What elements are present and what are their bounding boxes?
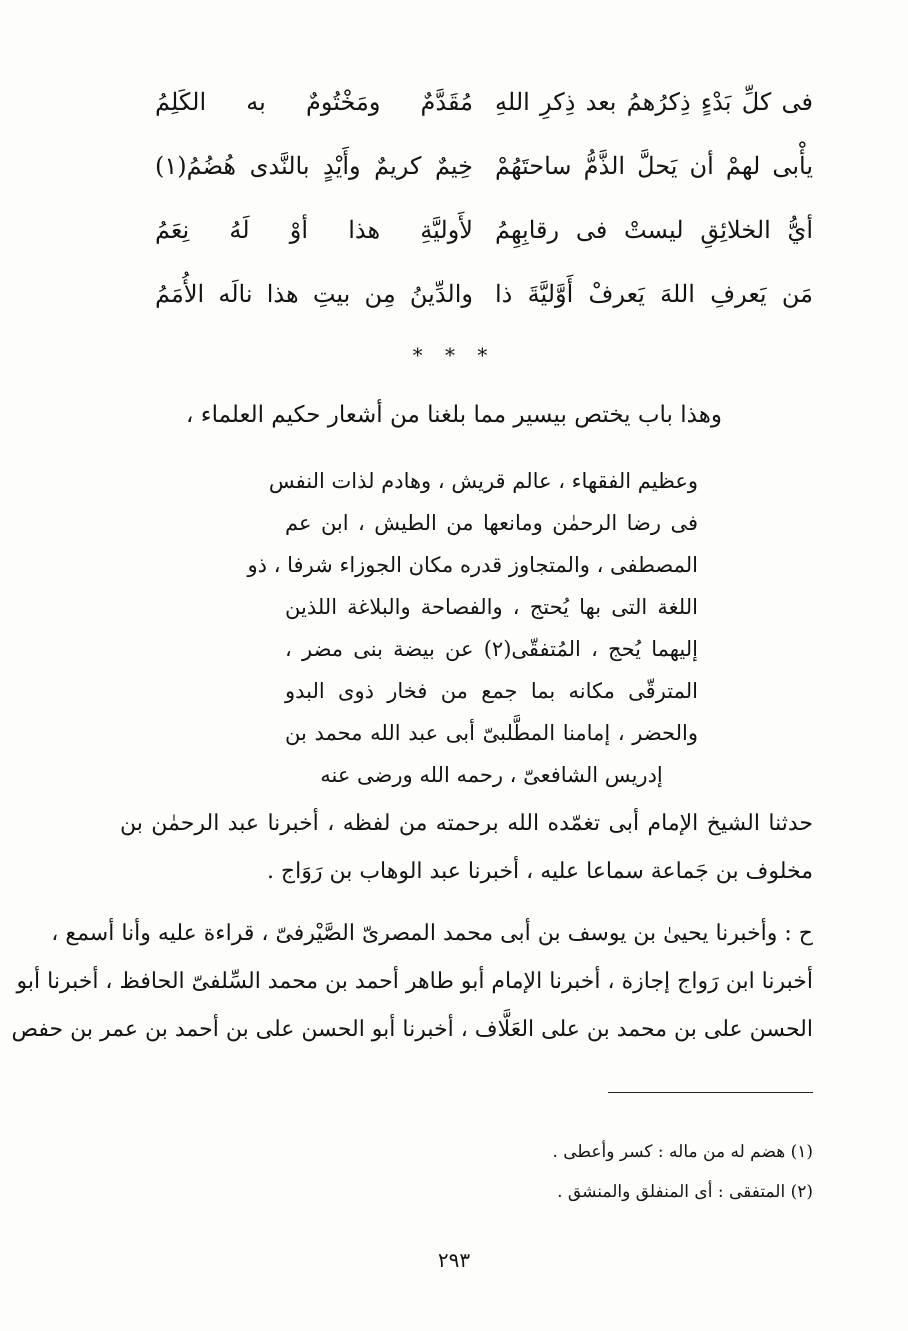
verse-row xyxy=(155,262,813,326)
verse-first-hemistich: فى كلِّ بَدْءٍ ذِكرُهمُ بعد ذِكرِ اللهِ xyxy=(495,88,813,116)
verse-row xyxy=(155,70,813,134)
intro-line: وعظيم الفقهاء ، عالم قريش ، وهادم لذات النفس xyxy=(268,469,698,493)
verse-first-hemistich: مَن يَعرفِ اللهَ يَعرفْ أَوَّليَّةَ ذا xyxy=(495,280,813,308)
footnote: (١) هضم له من ماله : كسر وأعطى . xyxy=(552,1142,813,1162)
intro-line: فى رضا الرحمٰن ومانعها من الطيش ، ابن عم xyxy=(285,511,698,535)
intro-line: المصطفى ، والمتجاوز قدره مكان الجوزاء شرفا ، ذو xyxy=(247,553,698,577)
intro-line: اللغة التى بها يُحتج ، والفصاحة والبلاغة اللذين xyxy=(285,595,698,619)
footnote-divider xyxy=(608,1092,813,1093)
section-separator: * * * xyxy=(412,343,496,367)
intro-line: والحضر ، إمامنا المطَّلبىّ أبى عبد الله محمد بن xyxy=(285,721,698,745)
paragraph-2 xyxy=(11,910,813,1054)
verse-second-hemistich: لأَوليَّةِ هذا أوْ لَهُ نِعَمُ xyxy=(155,216,473,244)
verse-second-hemistich: مُقَدَّمٌ ومَخْتُومٌ به الكَلِمُ xyxy=(155,88,473,116)
intro-line: إليهما يُحج ، المُتفقّى(٢) عن بيضة بنى مضر ، xyxy=(285,637,699,661)
footnote: (٢) المتفقى : أى المنفلق والمنشق . xyxy=(557,1182,813,1202)
footnotes xyxy=(120,1132,813,1212)
poem-verses xyxy=(155,70,813,326)
intro-line: المترقّى مكانه بما جمع من فخار ذوى البدو xyxy=(285,679,698,703)
paragraph-line: الحسن على بن محمد بن على العَلَّاف ، أخبرنا أبو الحسن على بن أحمد بن عمر بن حفص xyxy=(11,1017,813,1042)
paragraph-1 xyxy=(120,800,813,896)
paragraph-line: أخبرنا ابن رَواج إجازة ، أخبرنا الإمام أبو طاهر أحمد بن محمد السِّلفىّ الحافظ ، أخبرنا أبو xyxy=(16,969,813,994)
paragraph-line: ح : وأخبرنا يحيىٰ بن يوسف بن أبى محمد المصرىّ الصَّيْرفىّ ، قراءة عليه وأنا أسمع ، xyxy=(51,921,813,946)
paragraph-line: مخلوف بن جَماعة سماعا عليه ، أخبرنا عبد الوهاب بن رَوَاج . xyxy=(266,859,813,884)
paragraph-line: حدثنا الشيخ الإمام أبى تغمّده الله برحمته من لفظه ، أخبرنا عبد الرحمٰن بن xyxy=(120,811,813,836)
verse-row xyxy=(155,134,813,198)
verse-first-hemistich: يأْبى لهمْ أن يَحلَّ الذَّمُّ ساحتَهُمْ xyxy=(495,152,813,180)
verse-first-hemistich: أيُّ الخلائِقِ ليستْ فى رقابِهِمُ xyxy=(495,216,813,244)
verse-second-hemistich: والدِّينُ مِن بيتِ هذا نالَه الأُمَمُ xyxy=(155,280,473,308)
intro-block xyxy=(247,460,699,796)
section-heading: وهذا باب يختص بيسير مما بلغنا من أشعار حكيم العلماء ، xyxy=(186,402,722,428)
verse-row xyxy=(155,198,813,262)
verse-second-hemistich: خِيمٌ كريمٌ وأَيْدٍ بالنَّدى هُضُمُ(١) xyxy=(155,152,473,180)
intro-line: إدريس الشافعىّ ، رحمه الله ورضى عنه xyxy=(320,763,663,787)
page-number: ٢٩٣ xyxy=(437,1248,471,1272)
